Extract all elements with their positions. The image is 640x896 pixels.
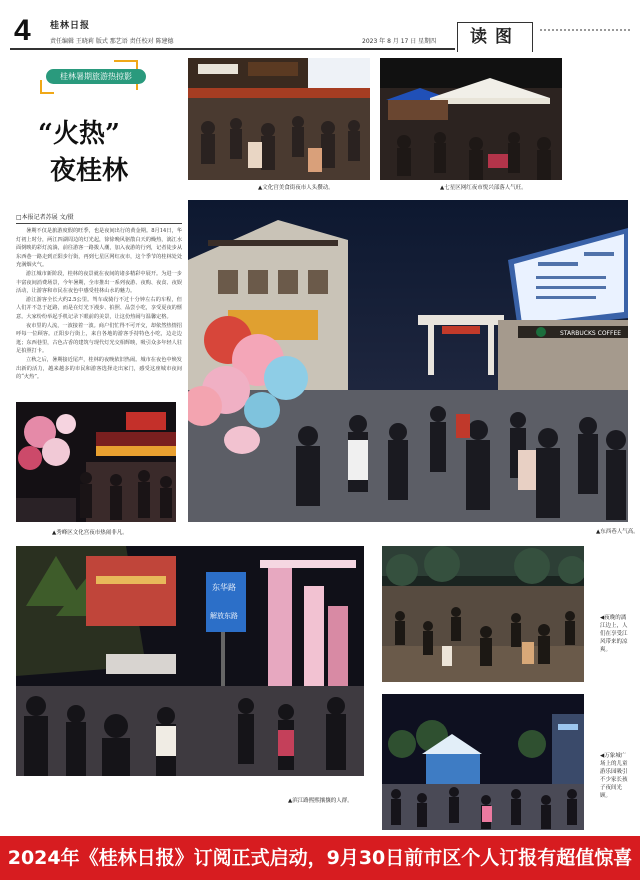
article-paragraph: 游江游客全长大约2.5公里。驾车或骑行不过十分钟左右的车程，但人们并不急于赶路，而是在灯光下漫步、拍照、品尝小吃，享受夏夜的惬意。大家纷纷举起手机记录下眼前的美景，让这份热闹与温馨定格。	[16, 296, 182, 320]
starbucks-logo-icon	[536, 327, 546, 337]
road-sign-board	[206, 572, 246, 632]
staff-credits: 责任编辑 王晓莉 版式 那艺语 责任校对 陈建德	[50, 38, 174, 45]
photo-caption: ▲文化宫美食街夜市人头攒动。	[258, 185, 334, 191]
photo-side-caption: ◀万象城广场上的儿童游乐园吸引不少家长孩子夜间光顾。	[600, 753, 628, 799]
article-paragraph: 夜市里的人流，一波接着一波。商户们忙得不可开交，却依然热情招呼每一位顾客。正阳步行街上，来自各地的游客手持特色小吃，边走边逛；东西巷里，古色古香的建筑与现代灯光交相辉映，吸引众多年轻人驻足拍照打卡。	[16, 322, 182, 355]
svg-text:东华路: 东华路	[212, 583, 236, 592]
page-number: 4	[14, 14, 31, 47]
xiufeng-market-photo	[16, 402, 176, 522]
feature-title-line1: “火热”	[38, 119, 120, 149]
section-dots-divider	[540, 29, 630, 31]
article-paragraph: 暑期不仅是旅游度假的旺季，也是夜间出行的黄金期。8月14日，华灯初上时分，两江四湖周边的灯光起，徐徐晚风驱散白天的燥热，漓江水面倒映的彩灯流淌，前往游客一路拨人潮，加入夜游的行列，记者徒步从东西巷一路走到正阳步行街，再到七星区网红夜市，这个季节的桂林处处充满烟火气。	[16, 228, 182, 269]
footer-strip	[0, 880, 640, 896]
photo-caption: ▲七星区网红夜市悦兴部落人气旺。	[440, 185, 527, 191]
culture-street-night-photo	[188, 58, 370, 180]
binjiang-road-photo	[16, 546, 364, 776]
header-rule	[10, 48, 455, 50]
section-label: 读图	[457, 22, 533, 52]
article-paragraph: 游江城市新阶段，桂林的夜景就在夜间的诸多精彩中展开。为进一步丰富夜间消费场景，今年暑期，全市推出一系列夜游、夜购、夜食、夜娱活动，让游客和市民在夜色中感受桂林山水的魅力。	[16, 270, 182, 295]
article-body	[16, 227, 182, 395]
photo-caption: ▲东西巷人气高。	[596, 529, 639, 535]
wanxiang-plaza-photo	[382, 694, 584, 830]
starbucks-sign: STARBUCKS COFFEE	[560, 330, 622, 337]
feature-tag: 桂林暑期旅游热掠影	[46, 69, 146, 84]
feature-title-line2: 夜桂林	[50, 156, 129, 186]
photo-caption: ▲滨江路熙熙攘攘的人群。	[288, 798, 353, 804]
article-byline: □本报记者苏展 文/摄	[16, 212, 182, 224]
photo-side-caption: ◀夜晚的漓江边上，人们在享受江风带来的凉爽。	[600, 615, 628, 653]
issue-date: 2023 年 8 月 17 日 星期四	[362, 38, 437, 45]
article-paragraph: 立秋之后，暑期接近尾声，桂林的夜晚依旧热闹。城市在夜色中焕发出新的活力，越来越多的市民和游客选择走出家门，感受这座城市夜间的“火热”。	[16, 356, 182, 381]
photo-caption: ▲秀峰区文化宫夜市热闹非凡。	[52, 530, 128, 536]
riverside-evening-photo	[382, 546, 584, 682]
page-header	[0, 0, 640, 56]
svg-text:解放东路: 解放东路	[210, 612, 238, 620]
dongxi-lane-crowd-photo	[188, 200, 628, 522]
subscription-banner[interactable]: 2024年《桂林日报》订阅正式启动，9月30日前市区个人订报有超值惊喜	[0, 836, 640, 880]
paper-name: 桂林日报	[50, 21, 91, 31]
qixing-night-market-photo	[380, 58, 562, 180]
